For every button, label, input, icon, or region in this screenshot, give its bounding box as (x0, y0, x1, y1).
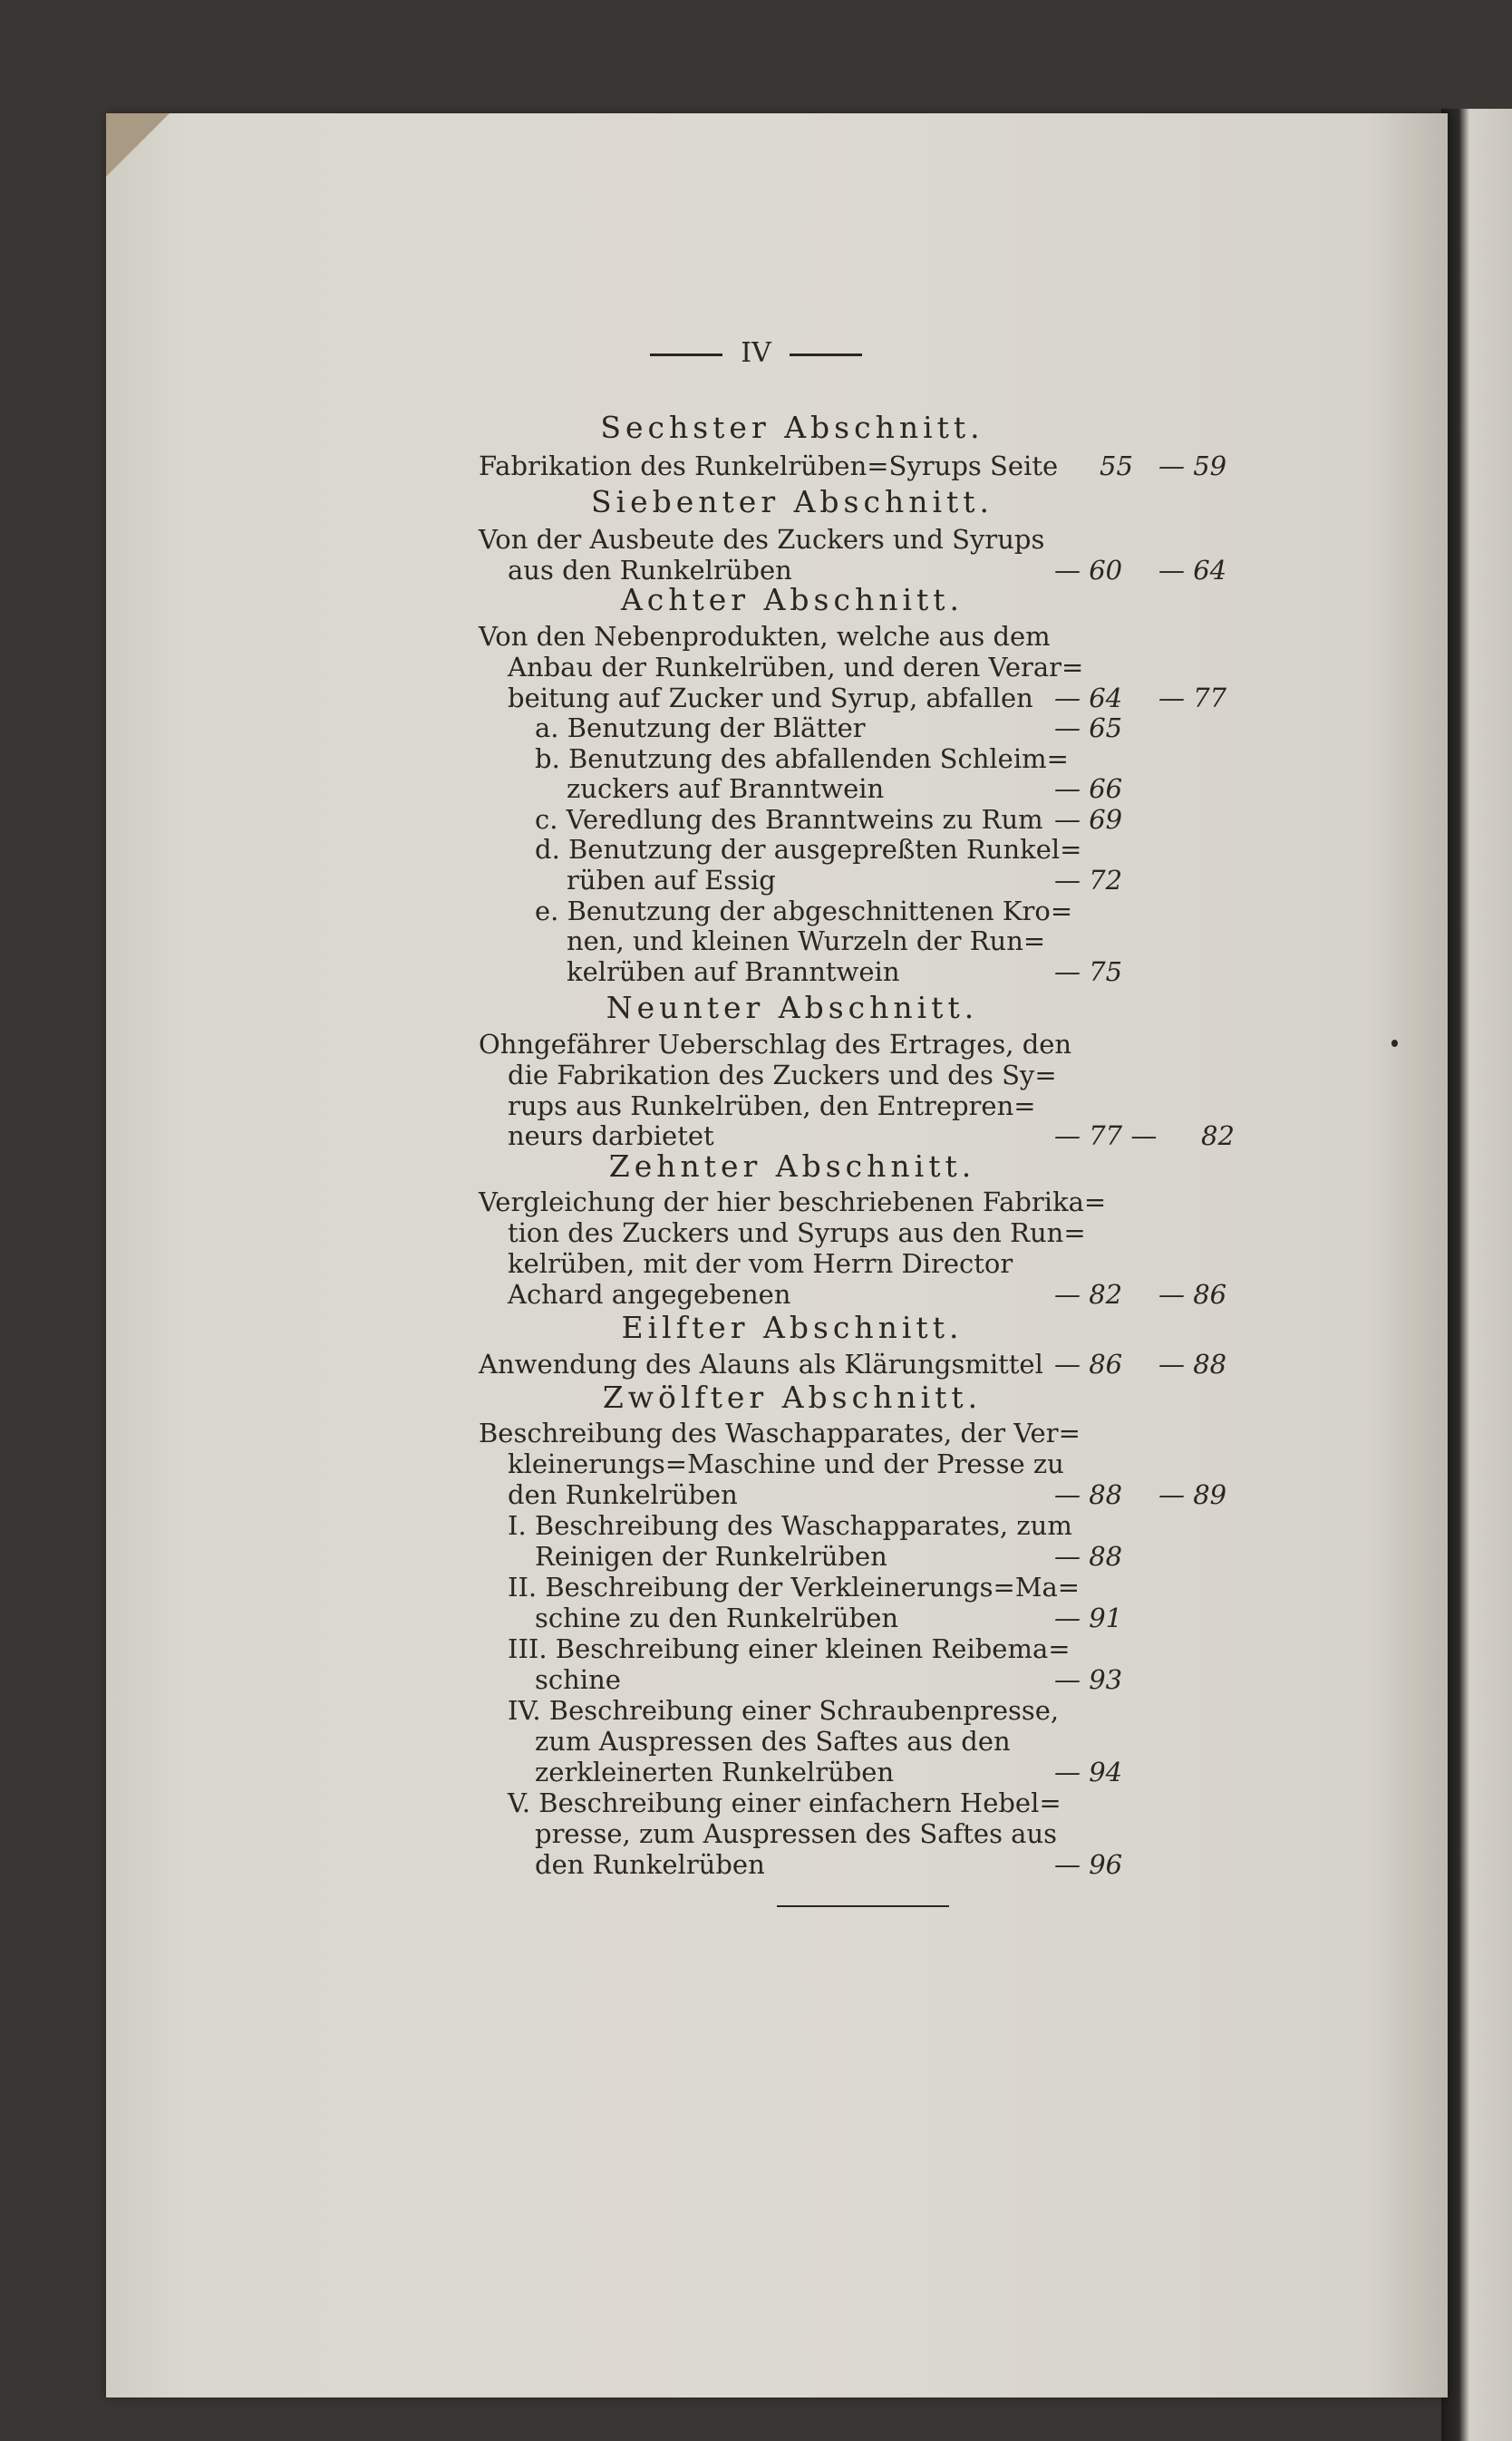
page-number: IV (741, 337, 771, 369)
page-corner (106, 113, 170, 177)
page-reference: — 64 (1158, 555, 1227, 586)
toc-entry-line: Beschreibung des Waschapparates, der Ver= (479, 1418, 1081, 1448)
page-reference: — 66 (1054, 773, 1123, 804)
page-reference: — 75 (1054, 956, 1123, 987)
page-reference: — 60 (1054, 555, 1123, 586)
toc-entry-line: zerkleinerten Runkelrüben (535, 1757, 895, 1787)
toc-entry-line: die Fabrikation des Zuckers und des Sy= (508, 1060, 1057, 1090)
section-heading: Eilfter Abschnitt. (621, 1310, 964, 1345)
page-reference: — 96 (1054, 1849, 1123, 1880)
toc-entry-line: Von der Ausbeute des Zuckers und Syrups (479, 524, 1045, 555)
page-reference: 55 (1100, 450, 1133, 481)
toc-entry-line: Vergleichung der hier beschriebenen Fabrika= (479, 1187, 1107, 1217)
page-header (0, 337, 1512, 373)
page-reference: — 88 (1054, 1541, 1123, 1572)
toc-entry-line: schine zu den Runkelrüben (535, 1603, 899, 1633)
toc-entry-line: V. Beschreibung einer einfachern Hebel= (508, 1787, 1061, 1818)
section-heading: Zwölfter Abschnitt. (602, 1380, 983, 1415)
page-reference: — 88 (1158, 1349, 1227, 1380)
page-reference: — 91 (1054, 1603, 1123, 1633)
section-heading: Sechster Abschnitt. (600, 410, 984, 445)
toc-entry-line: Reinigen der Runkelrüben (535, 1541, 887, 1572)
toc-entry-line: Fabrikation des Runkelrüben=Syrups Seite (479, 450, 1059, 481)
toc-entry-line: a. Benutzung der Blätter (535, 712, 866, 743)
page-reference: — 77 — (1054, 1120, 1158, 1151)
toc-entry-line: beitung auf Zucker und Syrup, abfallen (508, 683, 1033, 713)
section-heading: Achter Abschnitt. (620, 582, 964, 617)
page-reference: — 88 (1054, 1479, 1123, 1510)
header-rule-left (650, 354, 722, 356)
page-reference: — 77 (1158, 683, 1227, 713)
toc-entry-line: zuckers auf Branntwein (567, 773, 885, 804)
page-reference: — 94 (1054, 1757, 1123, 1787)
toc-entry-line: aus den Runkelrüben (508, 555, 792, 586)
page-reference: — 72 (1054, 865, 1123, 896)
section-heading: Zehnter Abschnitt. (608, 1148, 976, 1184)
toc-entry-line: kleinerungs=Maschine und der Presse zu (508, 1448, 1064, 1479)
toc-entry-line: neurs darbietet (508, 1120, 714, 1151)
toc-entry-line: rüben auf Essig (567, 865, 776, 896)
page-reference: — 89 (1158, 1479, 1227, 1510)
toc-entry-line: nen, und kleinen Wurzeln der Run= (567, 925, 1046, 956)
toc-entry-line: II. Beschreibung der Verkleinerungs=Ma= (508, 1572, 1081, 1603)
toc-entry-line: I. Beschreibung des Waschapparates, zum (508, 1510, 1072, 1541)
toc-entry-line: Ohngefährer Ueberschlag des Ertrages, den (479, 1029, 1072, 1060)
page-reference: — 59 (1158, 450, 1227, 481)
end-rule (777, 1905, 949, 1907)
page-reference: — 82 (1054, 1279, 1123, 1310)
page-reference: — 93 (1054, 1664, 1123, 1695)
toc-entry-line: zum Auspressen des Saftes aus den (535, 1726, 1011, 1757)
toc-entry-line: IV. Beschreibung einer Schraubenpresse, (508, 1695, 1060, 1726)
page-reference: — 69 (1054, 804, 1123, 835)
toc-entry-line: Von den Nebenprodukten, welche aus dem (479, 621, 1051, 652)
toc-entry-line: kelrüben auf Branntwein (567, 956, 900, 987)
toc-entry-line: Anwendung des Alauns als Klärungsmittel (479, 1349, 1043, 1380)
section-heading: Neunter Abschnitt. (606, 990, 979, 1025)
toc-entry-line: schine (535, 1664, 621, 1695)
page-reference: 82 (1201, 1120, 1235, 1151)
toc-entry-line: d. Benutzung der ausgepreßten Runkel= (535, 834, 1082, 865)
page-reference: — 86 (1054, 1349, 1123, 1380)
page-reference: — 65 (1054, 712, 1123, 743)
toc-entry-line: presse, zum Auspressen des Saftes aus (535, 1818, 1058, 1849)
toc-entry-line: b. Benutzung des abfallenden Schleim= (535, 743, 1069, 774)
toc-entry-line: Achard angegebenen (508, 1279, 791, 1310)
toc-entry-line: den Runkelrüben (535, 1849, 765, 1880)
toc-entry-line: tion des Zuckers und Syrups aus den Run= (508, 1217, 1086, 1248)
toc-entry-line: III. Beschreibung einer kleinen Reibema= (508, 1633, 1071, 1664)
ink-speck (1391, 1040, 1398, 1047)
page-reference: — 86 (1158, 1279, 1227, 1310)
toc-entry-line: e. Benutzung der abgeschnittenen Kro= (535, 896, 1073, 926)
page-reference: — 64 (1054, 683, 1123, 713)
toc-entry-line: den Runkelrüben (508, 1479, 738, 1510)
toc-entry-line: kelrüben, mit der vom Herrn Director (508, 1248, 1013, 1279)
toc-entry-line: rups aus Runkelrüben, den Entrepren= (508, 1090, 1036, 1121)
book-edge (1441, 109, 1512, 2441)
toc-entry-line: Anbau der Runkelrüben, und deren Verar= (508, 652, 1084, 683)
section-heading: Siebenter Abschnitt. (590, 484, 994, 519)
toc-entry-line: c. Veredlung des Branntweins zu Rum (535, 804, 1043, 835)
header-rule-right (790, 354, 862, 356)
